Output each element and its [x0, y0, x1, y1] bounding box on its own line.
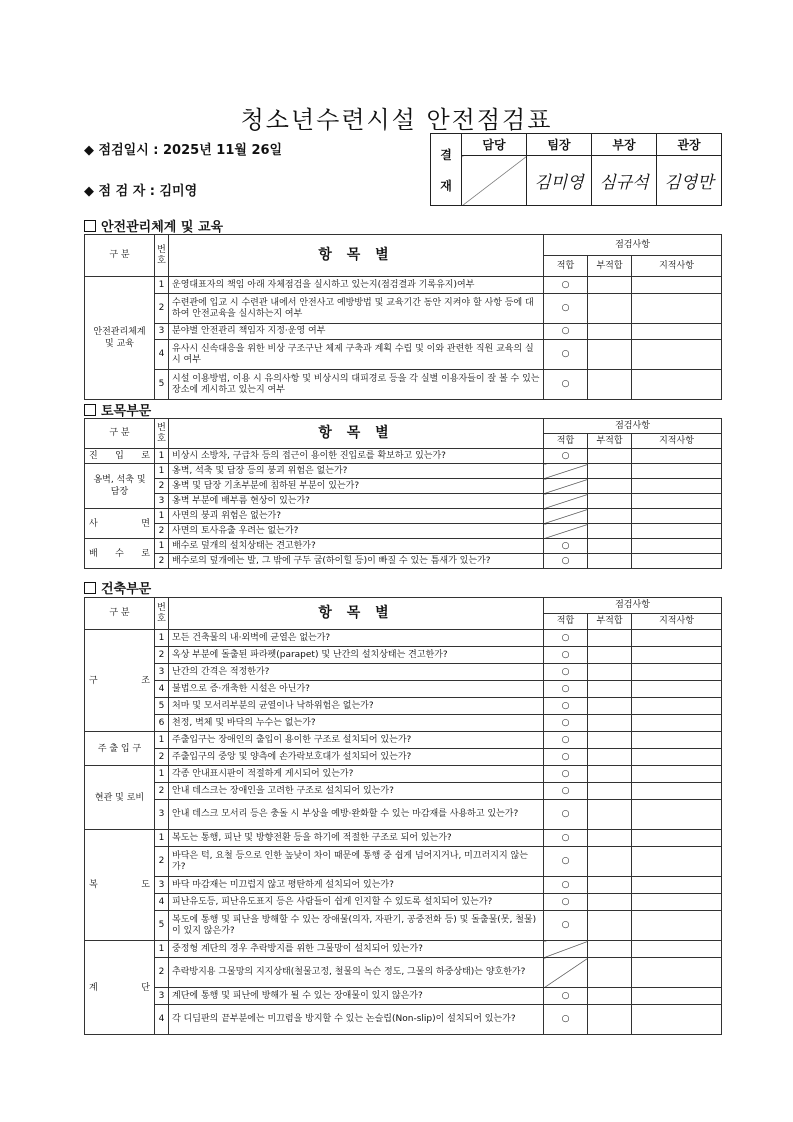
group-category: 계 단	[85, 941, 155, 1035]
checklist-table	[84, 597, 722, 1035]
result-ok: ○	[544, 539, 588, 554]
result-notes	[632, 766, 722, 783]
result-ng	[588, 988, 632, 1005]
result-notes	[632, 630, 722, 647]
result-ng	[588, 340, 632, 370]
row-number: 1	[155, 941, 169, 958]
check-item: 중정형 계단의 경우 추락방지를 위한 그물망이 설치되어 있는가?	[169, 941, 544, 958]
result-notes	[632, 509, 722, 524]
row-number: 5	[155, 698, 169, 715]
check-item: 각 디딤판의 끝부분에는 미끄럼을 방지할 수 있는 논슬립(Non-slip)이 설치되어 있는가?	[169, 1005, 544, 1035]
result-ok	[544, 494, 588, 509]
row-number: 3	[155, 494, 169, 509]
signature-empty	[462, 156, 527, 206]
check-item: 사면의 붕괴 위험은 없는가?	[169, 509, 544, 524]
result-ok	[544, 479, 588, 494]
table-row	[85, 698, 722, 715]
check-item: 바닥은 턱, 요철 등으로 인한 높낮이 차이 때문에 통행 중 쉽게 넘어지거나, 미끄러지지 않는가?	[169, 847, 544, 877]
check-item: 옹벽, 석축 및 담장 등의 붕괴 위험은 없는가?	[169, 464, 544, 479]
result-notes	[632, 698, 722, 715]
group-category: 옹벽, 석축 및 담장	[85, 464, 155, 509]
table-row	[85, 732, 722, 749]
result-ng	[588, 830, 632, 847]
result-ng	[588, 664, 632, 681]
result-notes	[632, 664, 722, 681]
result-notes	[632, 554, 722, 569]
group-category: 구 조	[85, 630, 155, 732]
header-check-group: 점검사항	[544, 235, 722, 256]
row-number: 2	[155, 479, 169, 494]
role-label: 담당	[462, 134, 527, 156]
row-number: 5	[155, 911, 169, 941]
checkbox-square-icon	[84, 220, 96, 232]
result-ok: ○	[544, 715, 588, 732]
result-ok: ○	[544, 830, 588, 847]
header-items: 항 목 별	[169, 598, 544, 630]
result-notes	[632, 911, 722, 941]
group-category: 복 도	[85, 830, 155, 941]
result-notes	[632, 847, 722, 877]
result-notes	[632, 464, 722, 479]
table-row	[85, 494, 722, 509]
header-ok: 적합	[544, 434, 588, 449]
result-notes	[632, 370, 722, 400]
result-ng	[588, 294, 632, 324]
check-item: 처마 및 모서리부분의 균열이나 낙하위험은 없는가?	[169, 698, 544, 715]
header-ok: 적합	[544, 614, 588, 630]
table-row	[85, 630, 722, 647]
row-number: 2	[155, 554, 169, 569]
table-row	[85, 554, 722, 569]
check-item: 주출입구의 중앙 및 양측에 손가락보호대가 설치되어 있는가?	[169, 749, 544, 766]
check-item: 각종 안내표시판이 적절하게 게시되어 있는가?	[169, 766, 544, 783]
group-category: 현관 및 로비	[85, 766, 155, 830]
result-ok: ○	[544, 847, 588, 877]
check-item: 복도는 통행, 피난 및 방향전환 등을 하기에 적절한 구조로 되어 있는가?	[169, 830, 544, 847]
header-check-group: 점검사항	[544, 598, 722, 614]
check-item: 배수로의 덮개에는 발, 그 밖에 구두 굽(하이힐 등)이 빠질 수 있는 틈새가 있는가?	[169, 554, 544, 569]
table-row	[85, 340, 722, 370]
row-number: 1	[155, 449, 169, 464]
header-notes: 지적사항	[632, 256, 722, 277]
check-item: 운영대표자의 책임 아래 자체점검을 실시하고 있는지(점검결과 기록유지)여부	[169, 277, 544, 294]
result-ng	[588, 647, 632, 664]
header-number: 번 호	[155, 419, 169, 449]
result-ok: ○	[544, 877, 588, 894]
table-row	[85, 664, 722, 681]
table-row	[85, 894, 722, 911]
check-item: 주출입구는 장애인의 출입이 용이한 구조로 설치되어 있는가?	[169, 732, 544, 749]
result-ok: ○	[544, 294, 588, 324]
result-notes	[632, 783, 722, 800]
check-item: 안내 데스크는 장애인을 고려한 구조로 설치되어 있는가?	[169, 783, 544, 800]
section-title-text: 토목부문	[101, 404, 152, 419]
result-notes	[632, 479, 722, 494]
result-ok	[544, 941, 588, 958]
row-number: 1	[155, 464, 169, 479]
result-ng	[588, 766, 632, 783]
result-ok: ○	[544, 277, 588, 294]
checkbox-square-icon	[84, 404, 96, 416]
result-ng	[588, 911, 632, 941]
result-ng	[588, 698, 632, 715]
row-number: 2	[155, 847, 169, 877]
row-number: 1	[155, 732, 169, 749]
result-ok: ○	[544, 911, 588, 941]
result-ng	[588, 894, 632, 911]
result-notes	[632, 988, 722, 1005]
table-row	[85, 877, 722, 894]
header-ok: 적합	[544, 256, 588, 277]
header-category: 구 분	[85, 419, 155, 449]
result-ok: ○	[544, 647, 588, 664]
check-item: 시설 이용방법, 이용 시 유의사항 및 비상시의 대피경로 등을 각 실별 이용자들이 잘 볼 수 있는 장소에 게시하고 있는지 여부	[169, 370, 544, 400]
row-number: 2	[155, 958, 169, 988]
checkbox-square-icon	[84, 582, 96, 594]
result-ng	[588, 370, 632, 400]
result-ng	[588, 539, 632, 554]
row-number: 5	[155, 370, 169, 400]
result-notes	[632, 324, 722, 340]
result-ng	[588, 732, 632, 749]
signature-team-lead: 김미영	[527, 156, 592, 206]
result-ng	[588, 783, 632, 800]
row-number: 1	[155, 539, 169, 554]
check-item: 불법으로 증·개축한 시설은 아닌가?	[169, 681, 544, 698]
check-item: 유사시 신속대응을 위한 비상 구조구난 체제 구축과 계획 수립 및 이와 관련한 직원 교육의 실시 여부	[169, 340, 544, 370]
role-label: 관장	[657, 134, 722, 156]
result-ok: ○	[544, 1005, 588, 1035]
table-row	[85, 449, 722, 464]
header-items: 항 목 별	[169, 235, 544, 277]
header-ng: 부적합	[588, 434, 632, 449]
result-ok: ○	[544, 449, 588, 464]
result-ok: ○	[544, 749, 588, 766]
row-number: 1	[155, 766, 169, 783]
approval-side-label: 결 재	[431, 134, 462, 206]
row-number: 6	[155, 715, 169, 732]
table-row	[85, 539, 722, 554]
header-ng: 부적합	[588, 614, 632, 630]
row-number: 3	[155, 877, 169, 894]
table-row	[85, 524, 722, 539]
header-items: 항 목 별	[169, 419, 544, 449]
result-notes	[632, 340, 722, 370]
role-label: 부장	[592, 134, 657, 156]
checklist-table	[84, 418, 722, 569]
check-item: 옥상 부분에 돌출된 파라펫(parapet) 및 난간의 설치상태는 견고한가?	[169, 647, 544, 664]
check-item: 비상시 소방차, 구급차 등의 접근이 용이한 진입로를 확보하고 있는가?	[169, 449, 544, 464]
result-ok	[544, 524, 588, 539]
row-number: 3	[155, 664, 169, 681]
result-notes	[632, 732, 722, 749]
check-item: 분야별 안전관리 책임자 지정·운영 여부	[169, 324, 544, 340]
table-row	[85, 715, 722, 732]
result-ng	[588, 494, 632, 509]
result-ng	[588, 847, 632, 877]
result-notes	[632, 894, 722, 911]
check-item: 안내 데스크 모서리 등은 충돌 시 부상을 예방·완화할 수 있는 마감재를 사용하고 있는가?	[169, 800, 544, 830]
table-row	[85, 941, 722, 958]
check-item: 수련관에 입교 시 수련관 내에서 안전사고 예방방법 및 교육기간 동안 지켜야 할 사항 등에 대하여 안전교육을 실시하는지 여부	[169, 294, 544, 324]
row-number: 3	[155, 988, 169, 1005]
result-ok: ○	[544, 340, 588, 370]
role-label: 팀장	[527, 134, 592, 156]
row-number: 2	[155, 294, 169, 324]
check-item: 사면의 토사유출 우려는 없는가?	[169, 524, 544, 539]
result-ok	[544, 464, 588, 479]
table-row	[85, 277, 722, 294]
row-number: 3	[155, 324, 169, 340]
result-ng	[588, 958, 632, 988]
signature-dept-head: 심규석	[592, 156, 657, 206]
result-notes	[632, 800, 722, 830]
table-row	[85, 370, 722, 400]
result-notes	[632, 715, 722, 732]
table-row	[85, 766, 722, 783]
row-number: 1	[155, 509, 169, 524]
result-notes	[632, 494, 722, 509]
check-item: 추락방지용 그물망의 지지상태(철물고정, 철물의 녹슨 정도, 그물의 하중상태)는 양호한가?	[169, 958, 544, 988]
row-number: 2	[155, 647, 169, 664]
table-row	[85, 479, 722, 494]
header-ng: 부적합	[588, 256, 632, 277]
result-notes	[632, 958, 722, 988]
header-category: 구 분	[85, 598, 155, 630]
check-item: 복도에 통행 및 피난을 방해할 수 있는 장애물(의자, 자판기, 공중전화 등) 및 돌출물(못, 철물) 이 있지 않은가?	[169, 911, 544, 941]
row-number: 3	[155, 800, 169, 830]
row-number: 2	[155, 749, 169, 766]
check-item: 천정, 벽체 및 바닥의 누수는 없는가?	[169, 715, 544, 732]
result-notes	[632, 681, 722, 698]
result-ng	[588, 479, 632, 494]
document-title: 청소년수련시설 안전점검표	[240, 106, 553, 134]
row-number: 1	[155, 630, 169, 647]
result-notes	[632, 449, 722, 464]
header-notes: 지적사항	[632, 614, 722, 630]
row-number: 1	[155, 830, 169, 847]
check-item: 배수로 덮개의 설치상태는 견고한가?	[169, 539, 544, 554]
table-row	[85, 681, 722, 698]
result-ng	[588, 800, 632, 830]
table-row	[85, 1005, 722, 1035]
header-number: 번 호	[155, 235, 169, 277]
row-number: 1	[155, 277, 169, 294]
result-notes	[632, 647, 722, 664]
result-ng	[588, 524, 632, 539]
check-item: 옹벽 및 담장 기초부분에 침하된 부분이 있는가?	[169, 479, 544, 494]
result-ok: ○	[544, 988, 588, 1005]
header-number: 번 호	[155, 598, 169, 630]
result-ok: ○	[544, 732, 588, 749]
result-ng	[588, 630, 632, 647]
result-ok: ○	[544, 783, 588, 800]
check-item: 난간의 간격은 적정한가?	[169, 664, 544, 681]
result-notes	[632, 1005, 722, 1035]
result-ok: ○	[544, 766, 588, 783]
table-row	[85, 783, 722, 800]
result-notes	[632, 830, 722, 847]
table-row	[85, 830, 722, 847]
section-title	[84, 216, 223, 235]
check-item: 계단에 통행 및 피난에 방해가 될 수 있는 장애물이 있지 않은가?	[169, 988, 544, 1005]
result-ng	[588, 554, 632, 569]
result-ok	[544, 509, 588, 524]
result-ok: ○	[544, 324, 588, 340]
header-check-group: 점검사항	[544, 419, 722, 434]
table-row	[85, 324, 722, 340]
row-number: 4	[155, 1005, 169, 1035]
result-ng	[588, 715, 632, 732]
result-ok: ○	[544, 664, 588, 681]
table-row	[85, 294, 722, 324]
table-row	[85, 847, 722, 877]
result-ok: ○	[544, 370, 588, 400]
result-notes	[632, 539, 722, 554]
result-notes	[632, 294, 722, 324]
result-ok	[544, 958, 588, 988]
result-ng	[588, 681, 632, 698]
approval-box	[430, 133, 722, 206]
row-number: 2	[155, 524, 169, 539]
table-row	[85, 988, 722, 1005]
result-notes	[632, 877, 722, 894]
row-number: 4	[155, 894, 169, 911]
result-notes	[632, 524, 722, 539]
check-item: 모든 건축물의 내·외벽에 균열은 없는가?	[169, 630, 544, 647]
section-title	[84, 400, 151, 419]
section-title	[84, 578, 151, 597]
result-ok: ○	[544, 698, 588, 715]
result-ok: ○	[544, 681, 588, 698]
header-category: 구 분	[85, 235, 155, 277]
check-item: 옹벽 부분에 배부름 현상이 있는가?	[169, 494, 544, 509]
signature-director: 김영만	[657, 156, 722, 206]
row-number: 4	[155, 340, 169, 370]
row-number: 4	[155, 681, 169, 698]
result-ok: ○	[544, 894, 588, 911]
section-title-text: 안전관리체계 및 교육	[101, 220, 224, 235]
result-ng	[588, 509, 632, 524]
table-row	[85, 800, 722, 830]
table-row	[85, 464, 722, 479]
table-row	[85, 749, 722, 766]
inspector-name: ◆ 점 검 자 : 김미영	[84, 184, 198, 199]
result-ng	[588, 324, 632, 340]
group-category: 안전관리체계 및 교육	[85, 277, 155, 400]
group-category: 진 입 로	[85, 449, 155, 464]
result-ng	[588, 749, 632, 766]
check-item: 피난유도등, 피난유도표지 등은 사람들이 쉽게 인지할 수 있도록 설치되어 있는가?	[169, 894, 544, 911]
result-notes	[632, 941, 722, 958]
section-title-text: 건축부문	[101, 582, 152, 597]
table-row	[85, 958, 722, 988]
result-ng	[588, 449, 632, 464]
result-notes	[632, 749, 722, 766]
header-notes: 지적사항	[632, 434, 722, 449]
table-row	[85, 509, 722, 524]
result-notes	[632, 277, 722, 294]
group-category: 사 면	[85, 509, 155, 539]
inspection-date: ◆ 점검일시 : 2025년 11월 26일	[84, 143, 283, 158]
table-row	[85, 911, 722, 941]
result-ng	[588, 464, 632, 479]
group-category: 주 출 입 구	[85, 732, 155, 766]
result-ng	[588, 877, 632, 894]
table-row	[85, 647, 722, 664]
check-item: 바닥 마감재는 미끄럽지 않고 평탄하게 설치되어 있는가?	[169, 877, 544, 894]
result-ng	[588, 941, 632, 958]
checklist-table	[84, 234, 722, 400]
result-ok: ○	[544, 630, 588, 647]
group-category: 배 수 로	[85, 539, 155, 569]
result-ok: ○	[544, 554, 588, 569]
result-ng	[588, 1005, 632, 1035]
row-number: 2	[155, 783, 169, 800]
result-ok: ○	[544, 800, 588, 830]
result-ng	[588, 277, 632, 294]
